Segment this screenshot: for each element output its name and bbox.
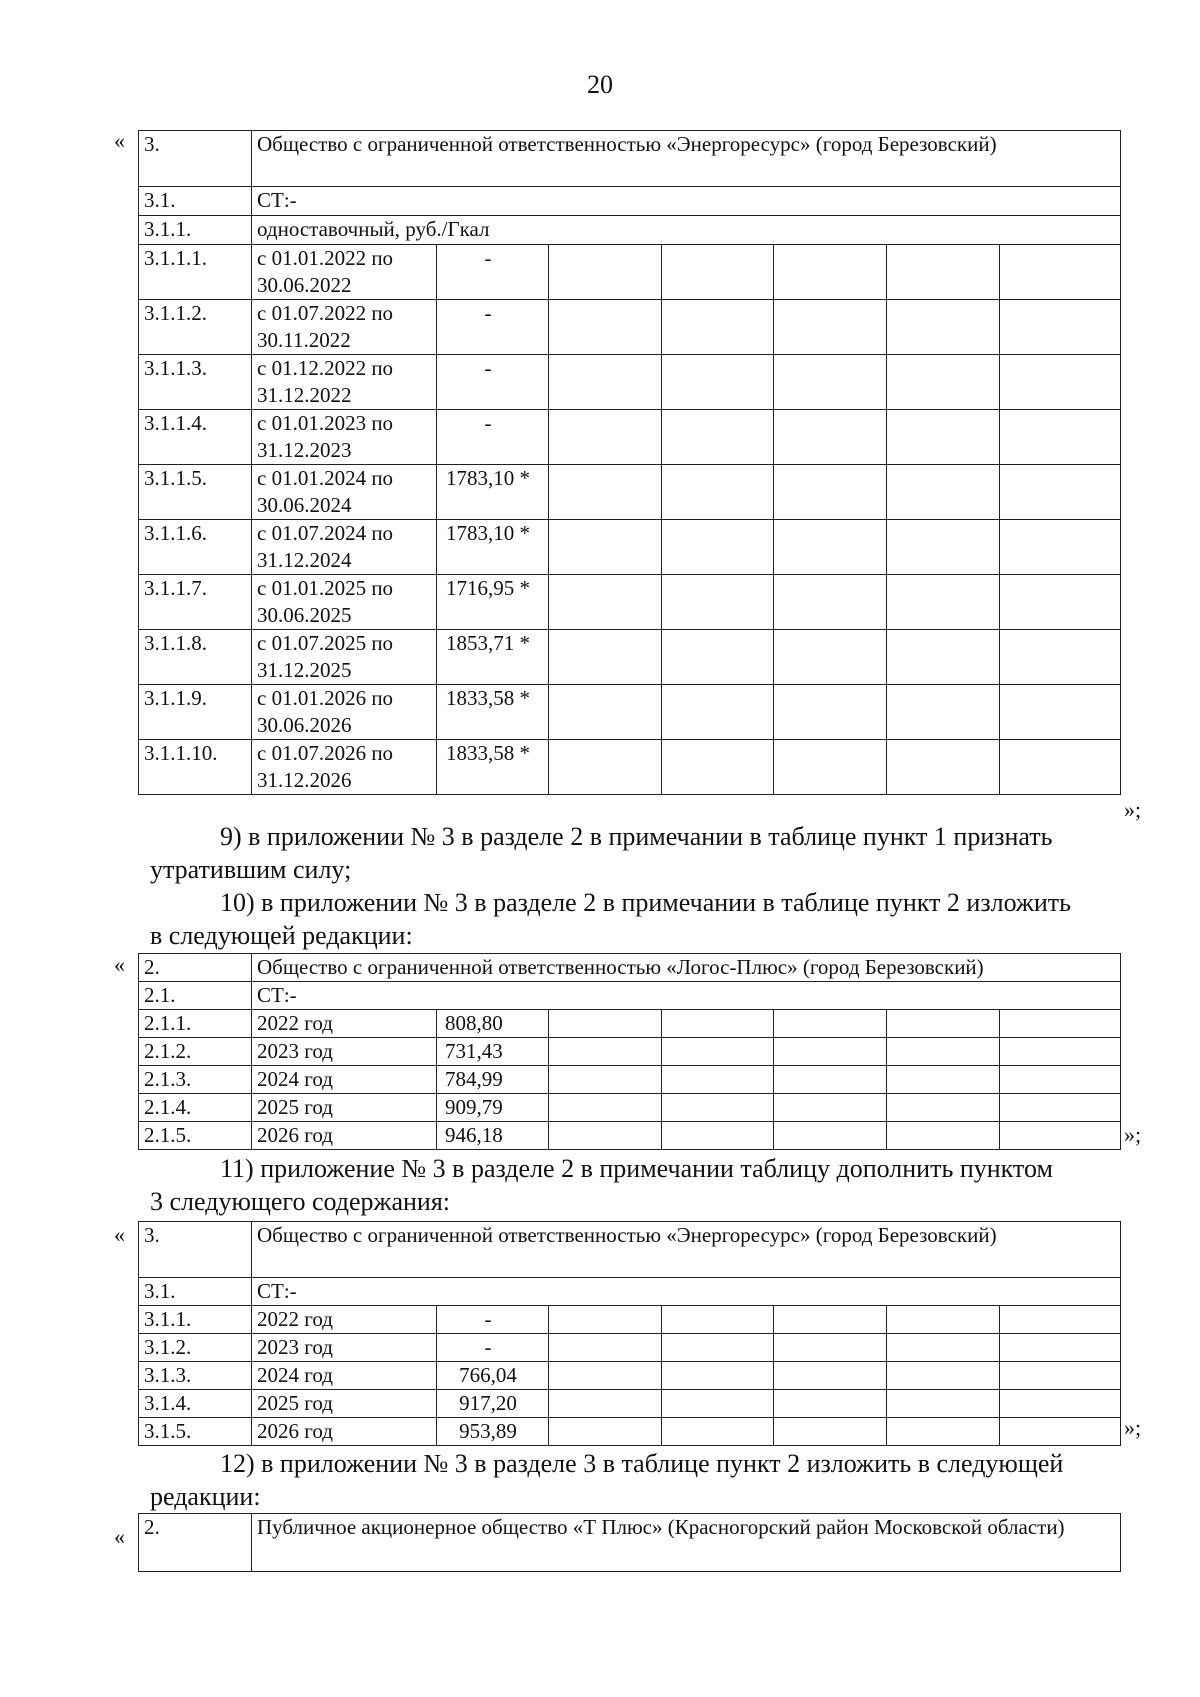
org-name: Общество с ограниченной ответственностью «Энергоресурс» (город Березовский) <box>252 131 1121 187</box>
row-value: 1783,10 * <box>437 520 549 575</box>
empty-cell <box>549 1334 662 1362</box>
org-name: Общество с ограниченной ответственностью «Энергоресурс» (город Березовский) <box>252 1222 1121 1278</box>
empty-cell <box>662 1334 774 1362</box>
paragraph-9-line2: утратившим силу; <box>150 855 352 884</box>
row-value: 808,80 <box>437 1010 549 1038</box>
paragraph-10-line1: 10) в приложении № 3 в разделе 2 в примечании в таблице пункт 2 изложить <box>220 888 1072 917</box>
row-value: 1833,58 * <box>437 740 549 795</box>
tariff-table-t-plus <box>138 1513 1121 1572</box>
empty-cell <box>887 685 1000 740</box>
empty-cell <box>887 465 1000 520</box>
st-label: СТ:- <box>252 1278 1121 1306</box>
paragraph-10-line2: в следующей редакции: <box>150 921 413 950</box>
row-year: 2026 год <box>252 1122 437 1150</box>
row-period: с 01.01.2022 по 30.06.2022 <box>252 245 437 300</box>
table-row <box>139 1094 1121 1122</box>
table-row <box>139 575 1121 630</box>
row-value: 731,43 <box>437 1038 549 1066</box>
row-period: с 01.07.2026 по 31.12.2026 <box>252 740 437 795</box>
table-row <box>139 1418 1121 1446</box>
row-value: 1783,10 * <box>437 465 549 520</box>
empty-cell <box>1000 520 1121 575</box>
row-number: 3.1.1.6. <box>139 520 252 575</box>
row-value: - <box>437 1306 549 1334</box>
row-year: 2022 год <box>252 1306 437 1334</box>
empty-cell <box>662 410 774 465</box>
row-value: 766,04 <box>437 1362 549 1390</box>
quote-close: »; <box>1124 797 1142 822</box>
row-year: 2024 год <box>252 1362 437 1390</box>
st-number: 2.1. <box>139 982 252 1010</box>
empty-cell <box>662 1362 774 1390</box>
table-row <box>139 1066 1121 1094</box>
empty-cell <box>1000 1122 1121 1150</box>
row-number: 2.1.4. <box>139 1094 252 1122</box>
row-number: 3.1.1.10. <box>139 740 252 795</box>
row-value: - <box>437 410 549 465</box>
empty-cell <box>774 1418 887 1446</box>
table-row <box>139 1334 1121 1362</box>
empty-cell <box>549 1094 662 1122</box>
org-name: Общество с ограниченной ответственностью «Логос-Плюс» (город Березовский) <box>252 954 1121 982</box>
org-number: 3. <box>139 131 252 187</box>
table-row <box>139 300 1121 355</box>
empty-cell <box>549 1122 662 1150</box>
empty-cell <box>662 1066 774 1094</box>
empty-cell <box>662 1306 774 1334</box>
table-row <box>139 1362 1121 1390</box>
empty-cell <box>774 300 887 355</box>
empty-cell <box>549 465 662 520</box>
row-value: 1833,58 * <box>437 685 549 740</box>
row-period: с 01.01.2026 по 30.06.2026 <box>252 685 437 740</box>
empty-cell <box>1000 685 1121 740</box>
tariff-table-logos-plus <box>138 953 1121 1150</box>
empty-cell <box>887 410 1000 465</box>
empty-cell <box>774 1362 887 1390</box>
empty-cell <box>662 630 774 685</box>
row-period: с 01.12.2022 по 31.12.2022 <box>252 355 437 410</box>
row-period: с 01.07.2025 по 31.12.2025 <box>252 630 437 685</box>
st-number: 3.1. <box>139 187 252 216</box>
empty-cell <box>662 685 774 740</box>
st-label: СТ:- <box>252 982 1121 1010</box>
row-value: 1716,95 * <box>437 575 549 630</box>
empty-cell <box>1000 575 1121 630</box>
row-value: - <box>437 1334 549 1362</box>
row-number: 2.1.3. <box>139 1066 252 1094</box>
row-period: с 01.01.2025 по 30.06.2025 <box>252 575 437 630</box>
empty-cell <box>1000 1362 1121 1390</box>
empty-cell <box>774 1066 887 1094</box>
row-value: 917,20 <box>437 1390 549 1418</box>
table-row <box>139 1010 1121 1038</box>
row-period: с 01.01.2023 по 31.12.2023 <box>252 410 437 465</box>
table-row <box>139 1306 1121 1334</box>
empty-cell <box>549 1362 662 1390</box>
row-year: 2025 год <box>252 1390 437 1418</box>
empty-cell <box>549 300 662 355</box>
empty-cell <box>1000 630 1121 685</box>
org-number: 2. <box>139 954 252 982</box>
empty-cell <box>774 355 887 410</box>
empty-cell <box>887 1306 1000 1334</box>
empty-cell <box>662 520 774 575</box>
row-year: 2023 год <box>252 1038 437 1066</box>
empty-cell <box>887 245 1000 300</box>
table-row <box>139 1038 1121 1066</box>
empty-cell <box>887 355 1000 410</box>
empty-cell <box>887 1038 1000 1066</box>
paragraph-12-line1: 12) в приложении № 3 в разделе 3 в таблице пункт 2 изложить в следующей <box>220 1449 1064 1478</box>
empty-cell <box>549 245 662 300</box>
paragraph-9-line1: 9) в приложении № 3 в разделе 2 в примечании в таблице пункт 1 признать <box>220 822 1053 851</box>
row-number: 3.1.1.1. <box>139 245 252 300</box>
empty-cell <box>774 1334 887 1362</box>
row-number: 3.1.1.8. <box>139 630 252 685</box>
empty-cell <box>549 1390 662 1418</box>
row-year: 2024 год <box>252 1066 437 1094</box>
empty-cell <box>774 520 887 575</box>
empty-cell <box>774 575 887 630</box>
empty-cell <box>662 1418 774 1446</box>
quote-open: « <box>114 1222 125 1247</box>
org-name: Публичное акционерное общество «Т Плюс» (Красногорский район Московской области) <box>252 1514 1121 1572</box>
row-number: 3.1.2. <box>139 1334 252 1362</box>
empty-cell <box>1000 355 1121 410</box>
row-year: 2022 год <box>252 1010 437 1038</box>
row-value: - <box>437 245 549 300</box>
empty-cell <box>774 740 887 795</box>
empty-cell <box>1000 410 1121 465</box>
row-value: 953,89 <box>437 1418 549 1446</box>
row-year: 2025 год <box>252 1094 437 1122</box>
empty-cell <box>887 1122 1000 1150</box>
empty-cell <box>549 1038 662 1066</box>
empty-cell <box>1000 1334 1121 1362</box>
empty-cell <box>662 1094 774 1122</box>
paragraph-11-line1: 11) приложение № 3 в разделе 2 в примечании таблицу дополнить пунктом <box>220 1154 1053 1183</box>
org-number: 3. <box>139 1222 252 1278</box>
row-number: 3.1.1.2. <box>139 300 252 355</box>
empty-cell <box>1000 1390 1121 1418</box>
row-year: 2023 год <box>252 1334 437 1362</box>
empty-cell <box>1000 465 1121 520</box>
quote-open: « <box>114 128 125 153</box>
empty-cell <box>549 1306 662 1334</box>
empty-cell <box>887 300 1000 355</box>
empty-cell <box>887 1094 1000 1122</box>
paragraph-11 <box>150 1152 1150 1218</box>
paragraph-12-line2: редакции: <box>150 1482 261 1511</box>
quote-open: « <box>114 952 125 977</box>
table-row <box>139 685 1121 740</box>
row-number: 3.1.1.5. <box>139 465 252 520</box>
st-number: 3.1. <box>139 1278 252 1306</box>
empty-cell <box>887 1390 1000 1418</box>
paragraph-9 <box>150 820 1150 886</box>
empty-cell <box>887 1066 1000 1094</box>
empty-cell <box>1000 1038 1121 1066</box>
empty-cell <box>774 245 887 300</box>
empty-cell <box>549 1010 662 1038</box>
empty-cell <box>549 740 662 795</box>
empty-cell <box>887 1362 1000 1390</box>
row-number: 2.1.1. <box>139 1010 252 1038</box>
empty-cell <box>774 410 887 465</box>
row-period: с 01.07.2024 по 31.12.2024 <box>252 520 437 575</box>
empty-cell <box>1000 1010 1121 1038</box>
empty-cell <box>549 1066 662 1094</box>
empty-cell <box>774 1390 887 1418</box>
empty-cell <box>887 740 1000 795</box>
tariff-table-energoresurs-addition <box>138 1221 1121 1446</box>
rate-label: одноставочный, руб./Гкал <box>252 216 1121 245</box>
table-row <box>139 245 1121 300</box>
empty-cell <box>887 630 1000 685</box>
paragraph-12 <box>150 1447 1150 1513</box>
table-row <box>139 355 1121 410</box>
st-label: СТ:- <box>252 187 1121 216</box>
row-number: 3.1.1.9. <box>139 685 252 740</box>
quote-open: « <box>114 1524 125 1549</box>
empty-cell <box>662 575 774 630</box>
empty-cell <box>662 1038 774 1066</box>
row-number: 3.1.1. <box>139 1306 252 1334</box>
empty-cell <box>774 685 887 740</box>
empty-cell <box>774 1094 887 1122</box>
row-value: 946,18 <box>437 1122 549 1150</box>
tariff-table-energoresurs <box>138 130 1121 795</box>
empty-cell <box>549 1418 662 1446</box>
empty-cell <box>662 740 774 795</box>
empty-cell <box>549 410 662 465</box>
empty-cell <box>662 1122 774 1150</box>
empty-cell <box>1000 740 1121 795</box>
empty-cell <box>774 630 887 685</box>
empty-cell <box>662 1010 774 1038</box>
empty-cell <box>1000 1094 1121 1122</box>
table-row <box>139 410 1121 465</box>
empty-cell <box>549 355 662 410</box>
row-number: 3.1.1.3. <box>139 355 252 410</box>
row-number: 3.1.1.7. <box>139 575 252 630</box>
page-number: 20 <box>587 70 613 99</box>
row-value: - <box>437 300 549 355</box>
table-row <box>139 520 1121 575</box>
row-number: 3.1.1.4. <box>139 410 252 465</box>
org-number: 2. <box>139 1514 252 1572</box>
empty-cell <box>662 465 774 520</box>
empty-cell <box>887 520 1000 575</box>
row-number: 3.1.4. <box>139 1390 252 1418</box>
empty-cell <box>549 575 662 630</box>
empty-cell <box>662 245 774 300</box>
paragraph-11-line2: 3 следующего содержания: <box>150 1187 451 1216</box>
row-year: 2026 год <box>252 1418 437 1446</box>
empty-cell <box>774 1038 887 1066</box>
empty-cell <box>887 1334 1000 1362</box>
table-row <box>139 465 1121 520</box>
empty-cell <box>1000 245 1121 300</box>
empty-cell <box>1000 1418 1121 1446</box>
paragraph-10 <box>150 886 1150 952</box>
empty-cell <box>662 355 774 410</box>
rate-number: 3.1.1. <box>139 216 252 245</box>
row-value: - <box>437 355 549 410</box>
empty-cell <box>887 1418 1000 1446</box>
row-value: 784,99 <box>437 1066 549 1094</box>
row-value: 1853,71 * <box>437 630 549 685</box>
table-row <box>139 1122 1121 1150</box>
empty-cell <box>549 630 662 685</box>
empty-cell <box>1000 1306 1121 1334</box>
quote-close: »; <box>1124 1415 1142 1440</box>
empty-cell <box>1000 1066 1121 1094</box>
row-period: с 01.01.2024 по 30.06.2024 <box>252 465 437 520</box>
row-value: 909,79 <box>437 1094 549 1122</box>
empty-cell <box>887 575 1000 630</box>
table-row <box>139 740 1121 795</box>
table-row <box>139 1390 1121 1418</box>
empty-cell <box>1000 300 1121 355</box>
empty-cell <box>549 685 662 740</box>
empty-cell <box>774 465 887 520</box>
empty-cell <box>774 1010 887 1038</box>
table-row <box>139 630 1121 685</box>
row-number: 2.1.2. <box>139 1038 252 1066</box>
empty-cell <box>662 300 774 355</box>
row-number: 3.1.3. <box>139 1362 252 1390</box>
empty-cell <box>774 1122 887 1150</box>
empty-cell <box>549 520 662 575</box>
empty-cell <box>774 1306 887 1334</box>
quote-close: »; <box>1124 1122 1142 1147</box>
row-period: с 01.07.2022 по 30.11.2022 <box>252 300 437 355</box>
empty-cell <box>662 1390 774 1418</box>
empty-cell <box>887 1010 1000 1038</box>
row-number: 3.1.5. <box>139 1418 252 1446</box>
row-number: 2.1.5. <box>139 1122 252 1150</box>
